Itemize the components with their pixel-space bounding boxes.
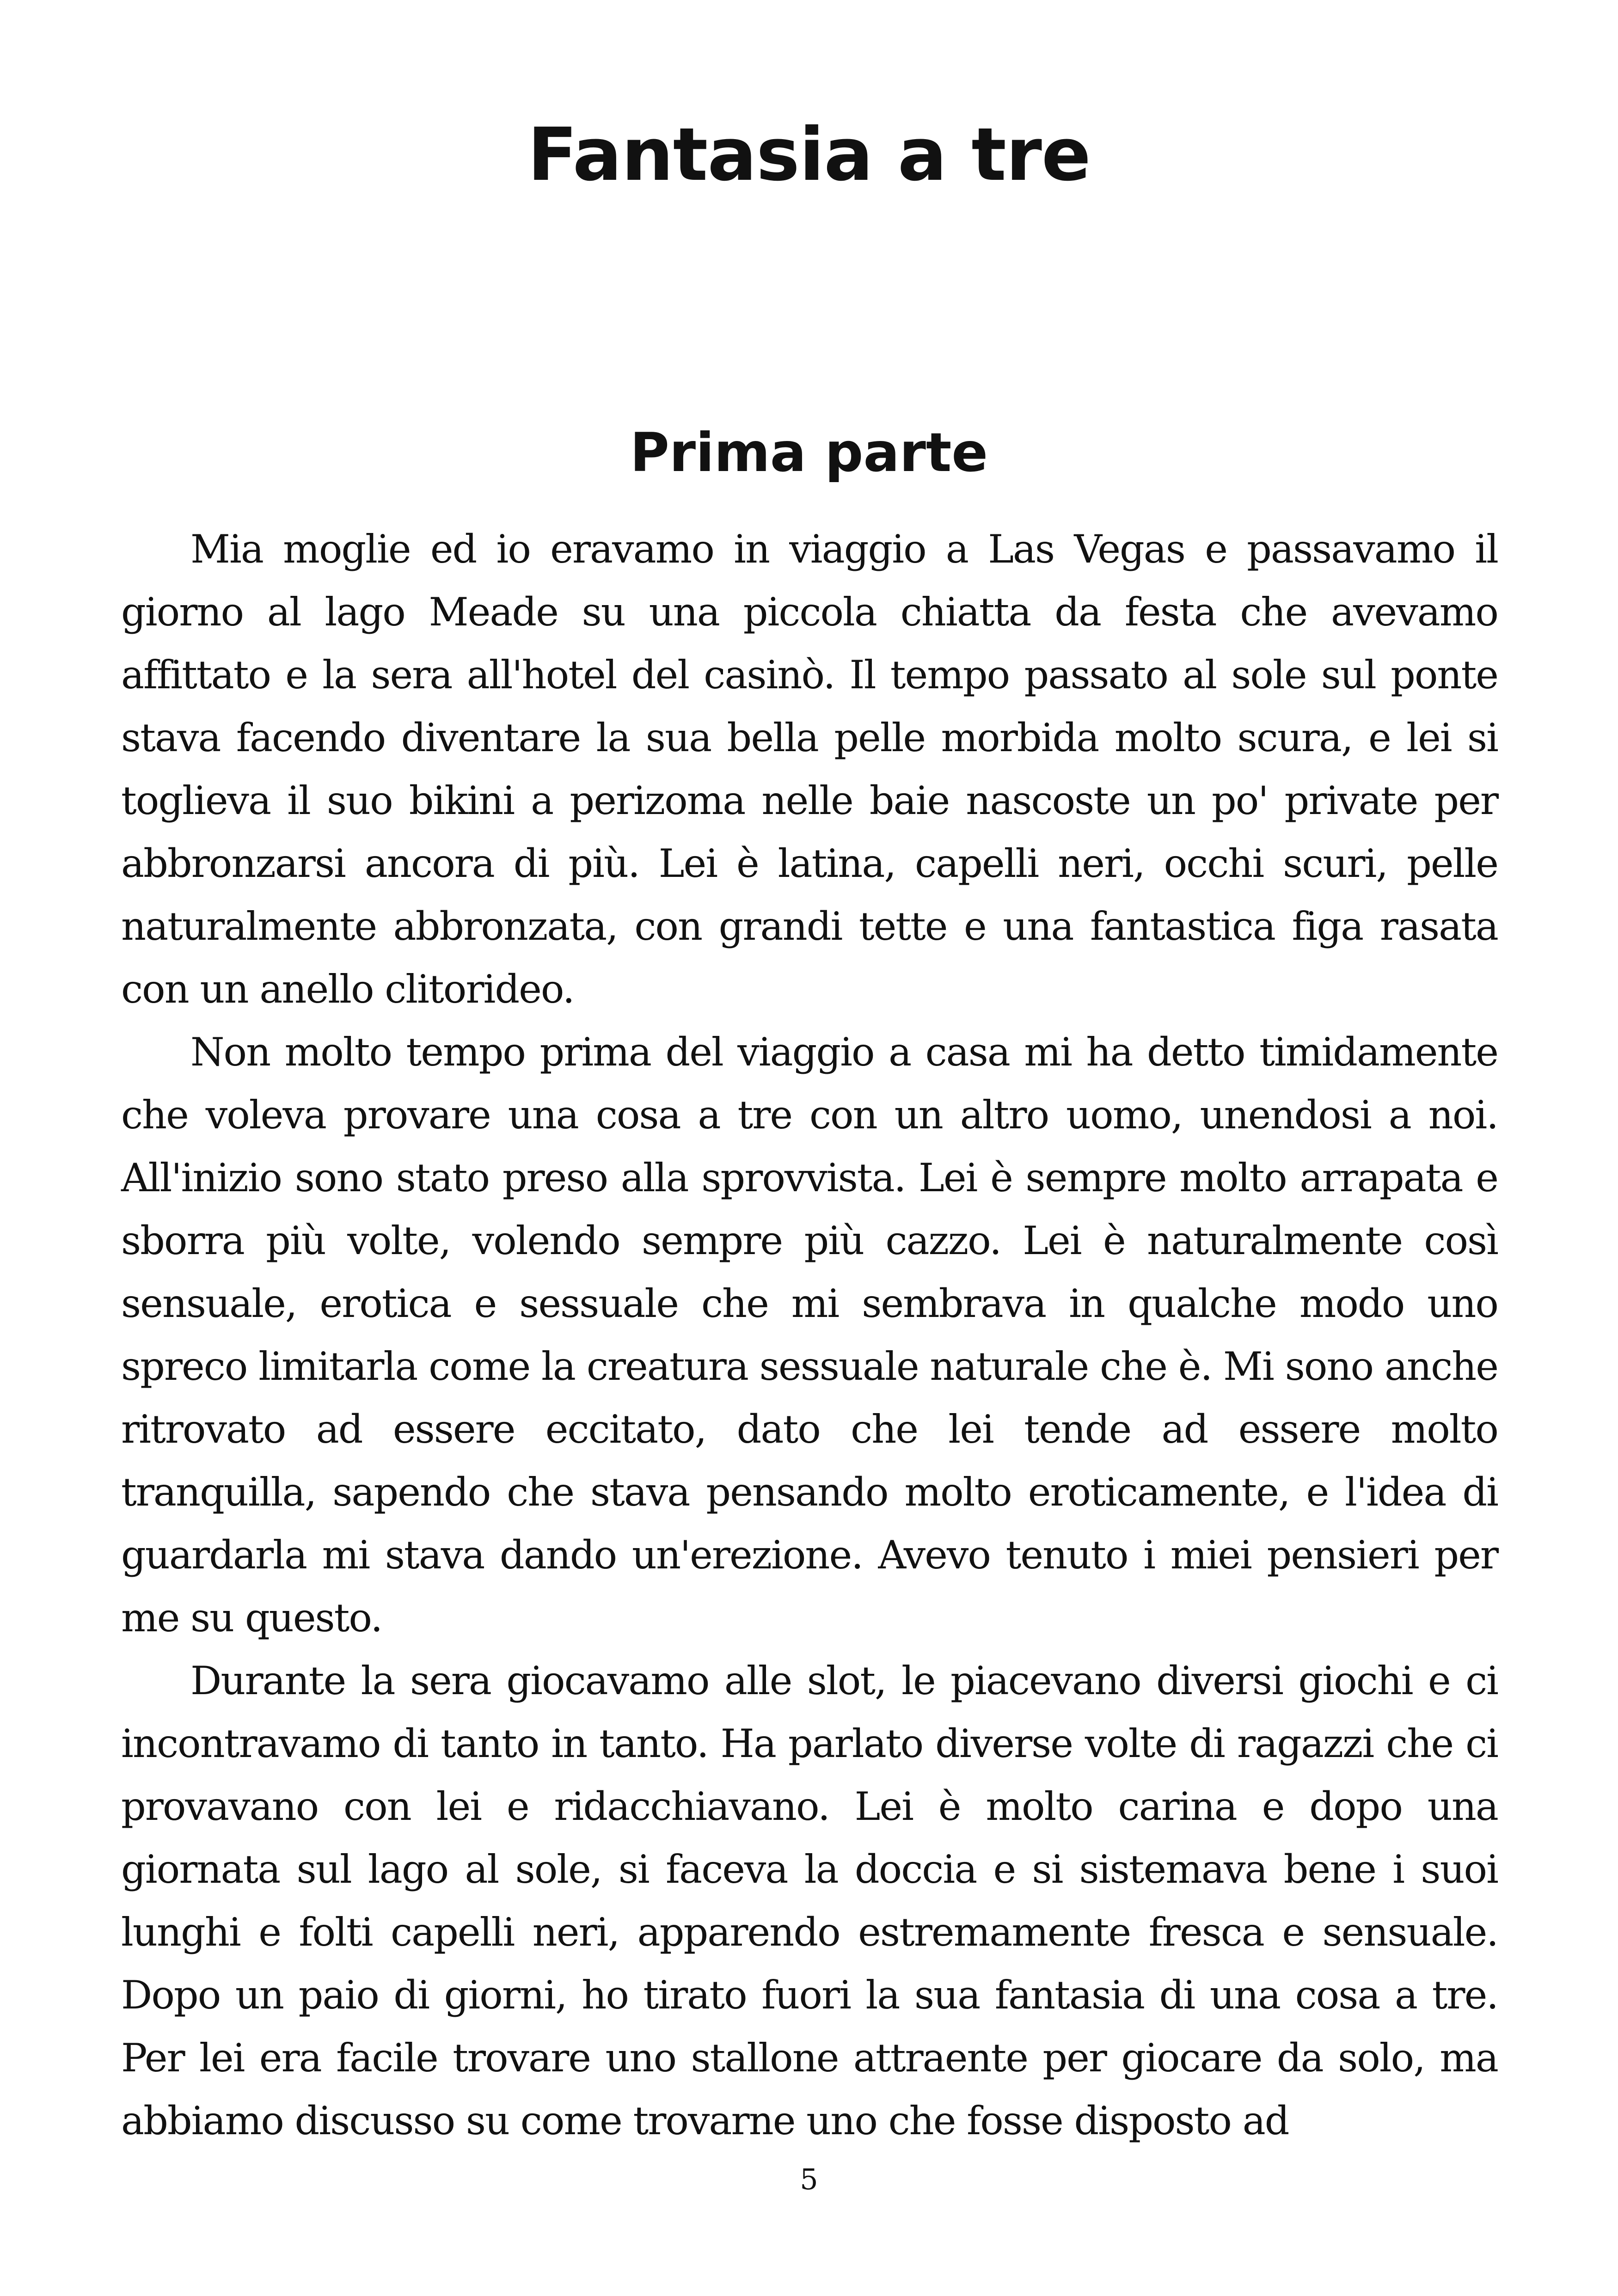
paragraph: Durante la sera giocavamo alle slot, le piacevano diversi giochi e ci incontravamo di tanto in tanto. Ha parlato diverse volte di ragazzi che ci provavano con lei e ridacchiavano. Lei è molto carina e dopo una giornata sul lago al sole, si faceva la doccia e si sistemava bene i suoi lunghi e folti capelli neri, apparendo estremamente fresca e sensuale. Dopo un paio di giorni, ho tirato fuori la sua fantasia di una cosa a tre. Per lei era facile trovare uno stallone attraente per giocare da solo, ma abbiamo discusso su come trovarne uno che fosse disposto ad — [121, 1658, 1498, 2143]
paragraph: Non molto tempo prima del viaggio a casa mi ha detto timidamente che voleva provare una cosa a tre con un altro uomo, unendosi a noi. All'inizio sono stato preso alla sprovvista. Lei è sempre molto arrapata e sborra più volte, volendo sempre più cazzo. Lei è naturalmente così sensuale, erotica e sessuale che mi sembrava in qualche modo uno spreco limitarla come la creatura sessuale naturale che è. Mi sono anche ritrovato ad essere eccitato, dato che lei tende ad essere molto tranquilla, sapendo che stava pensando molto eroticamente, e l'idea di guardarla mi stava dando un'erezione. Avevo tenuto i miei pensieri per me su questo. — [121, 1029, 1498, 1641]
page-number: 5 — [800, 2162, 818, 2196]
paragraph: Mia moglie ed io eravamo in viaggio a Las Vegas e passavamo il giorno al lago Meade su una piccola chiatta da festa che avevamo affittato e la sera all'hotel del casinò. Il tempo passato al sole sul ponte stava facendo diventare la sua bella pelle morbida molto scura, e lei si toglieva il suo bikini a perizoma nelle baie nascoste un po' private per abbronzarsi ancora di più. Lei è latina, capelli neri, occhi scuri, pelle naturalmente abbronzata, con grandi tette e una fantastica figa rasata con un anello clitorideo. — [121, 527, 1498, 1012]
chapter-title: Prima parte — [630, 422, 988, 484]
book-title: Fantasia a tre — [527, 112, 1091, 197]
body-text — [121, 518, 1498, 2152]
